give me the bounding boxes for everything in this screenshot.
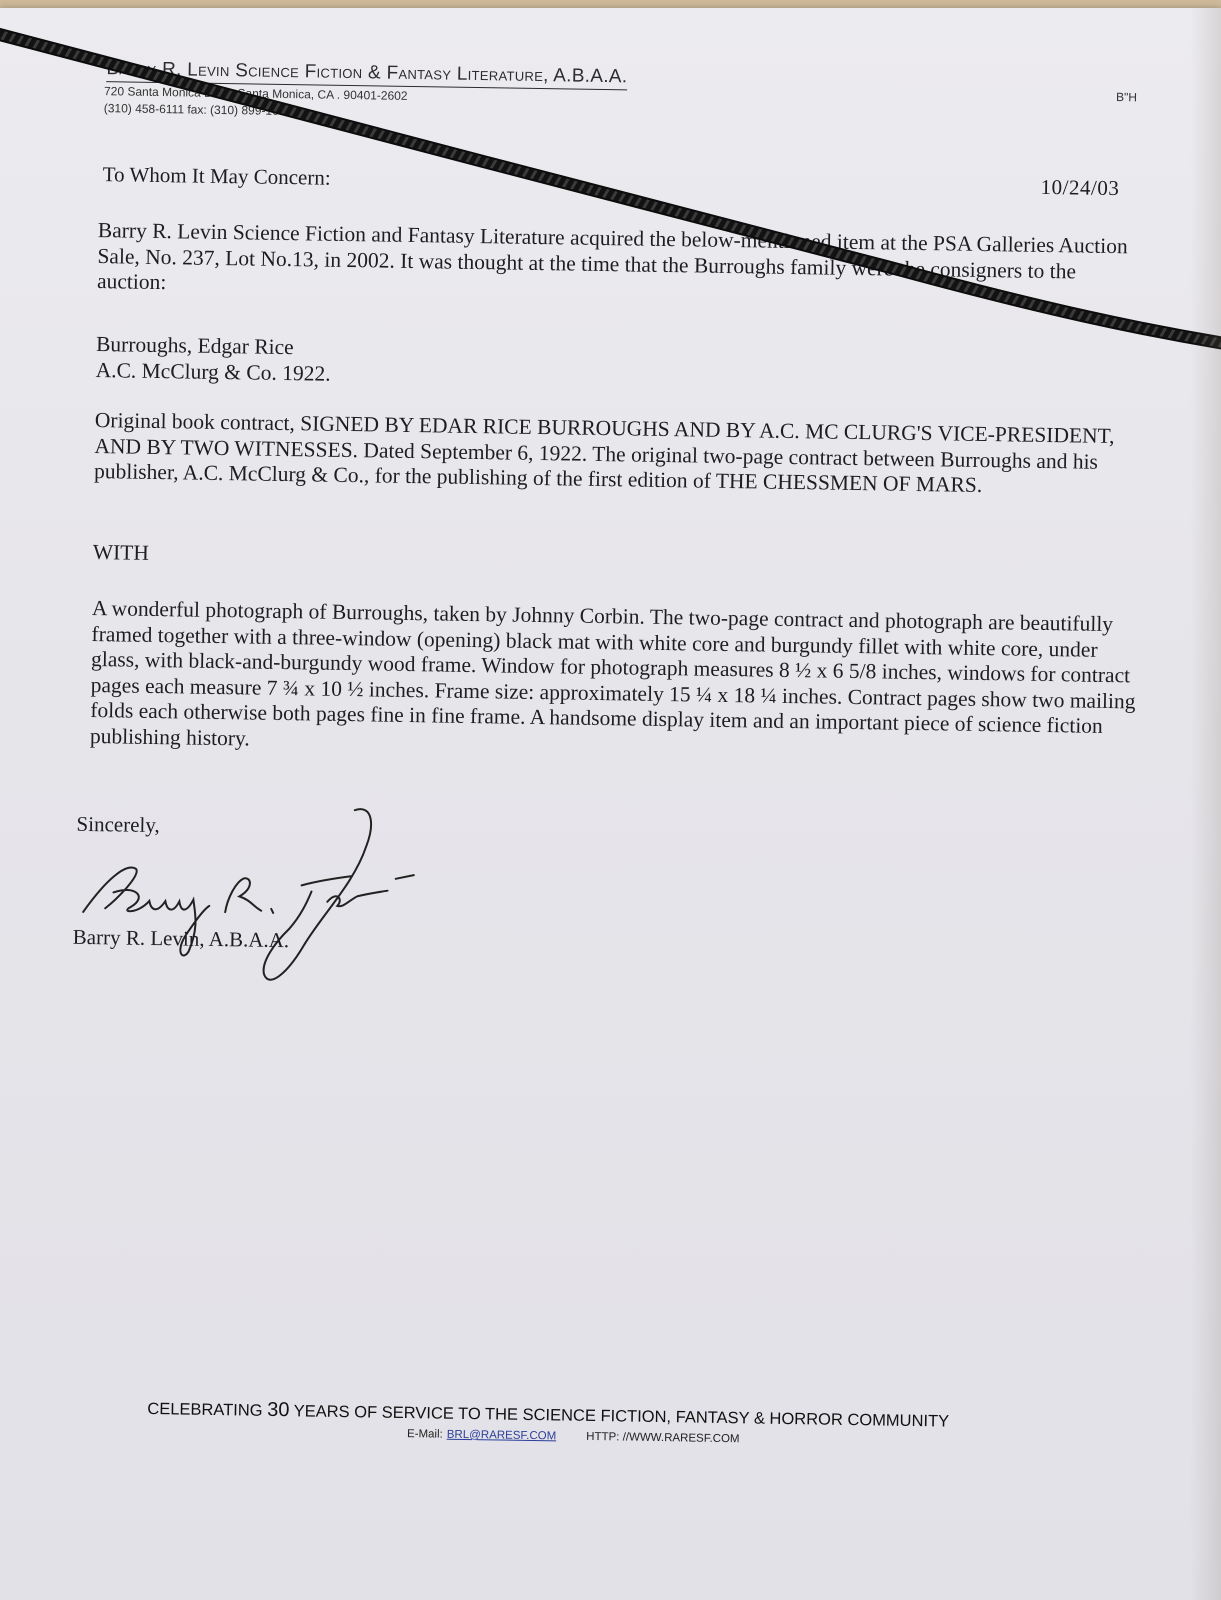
footer-slogan-b: YEARS OF SERVICE TO THE SCIENCE FICTION, FANTASY & HORROR COMMUNITY [289,1402,950,1431]
salutation: To Whom It May Concern: [102,162,331,190]
letter-content [0,8,1221,1600]
paragraph-contract: Original book contract, SIGNED BY EDAR RICE BURROUGHS AND BY A.C. MC CLURG'S VICE-PRESIDENT, AND BY TWO WITNESSES. Dated September 6, 1922. The original two-page contract between Burroughs and his publisher, A.C. McClurg & Co., for the publishing of the first edition of THE CHESSMEN OF MARS. [93,408,1115,497]
paragraph-acquisition: Barry R. Levin Science Fiction and Fantasy Literature acquired the below-mentioned item at the PSA Galleries Auction Sale, No. 237, Lot No.13, in 2002. It was thought at the time that the Burroughs family were the consigners to the auction: [96,218,1128,295]
with-heading: WITH [92,540,150,565]
website-link[interactable]: HTTP: //WWW.RARESF.COM [586,1430,740,1446]
book-publisher: A.C. McClurg & Co. 1922. [95,357,331,386]
letter-date: 10/24/03 [1040,174,1120,201]
footer-slogan [147,1397,949,1433]
book-citation [95,332,1148,400]
book-author: Burroughs, Edgar Rice [95,332,294,360]
closing: Sincerely, [76,811,160,838]
letterhead-name: Barry R. Levin Science Fiction & Fantasy Literature, A.B.A.A. [106,58,627,90]
email-label: E-Mail: [406,1428,443,1441]
handwritten-signature [74,800,437,1006]
footer-contact [407,1428,740,1445]
footer-years: 30 [267,1398,290,1422]
paragraph-photograph: A wonderful photograph of Burroughs, taken by Johnny Corbin. The two-page contract and photograph are beautifully framed together with a three-window (opening) black mat with white core and burgundy fillet with white core, under glass, with black-and-burgundy wood frame. Window for photograph measures 8 ½ x 6 5/8 inches, windows for contract pages each measure 7 ¾ x 10 ½ inches. Frame size: approximately 15 ¼ x 18 ¼ inches. Contract pages show two mailing folds each otherwise both pages fine in fine frame. A handsome display item and an important piece of science fiction publishing history. [89,596,1136,751]
footer-slogan-a: CELEBRATING [147,1399,268,1420]
letterhead-phone: (310) 458-6111 fax: (310) 899-1681 [103,101,293,119]
letterhead-address: 720 Santa Monica Blvd., Santa Monica, CA . 90401-2602 [103,84,408,103]
email-link[interactable]: BRL@RARESF.COM [446,1428,557,1443]
signer-name: Barry R. Levin, A.B.A.A. [72,924,290,953]
letterhead-code: B"H [1115,90,1138,105]
letter-page [0,8,1221,1600]
